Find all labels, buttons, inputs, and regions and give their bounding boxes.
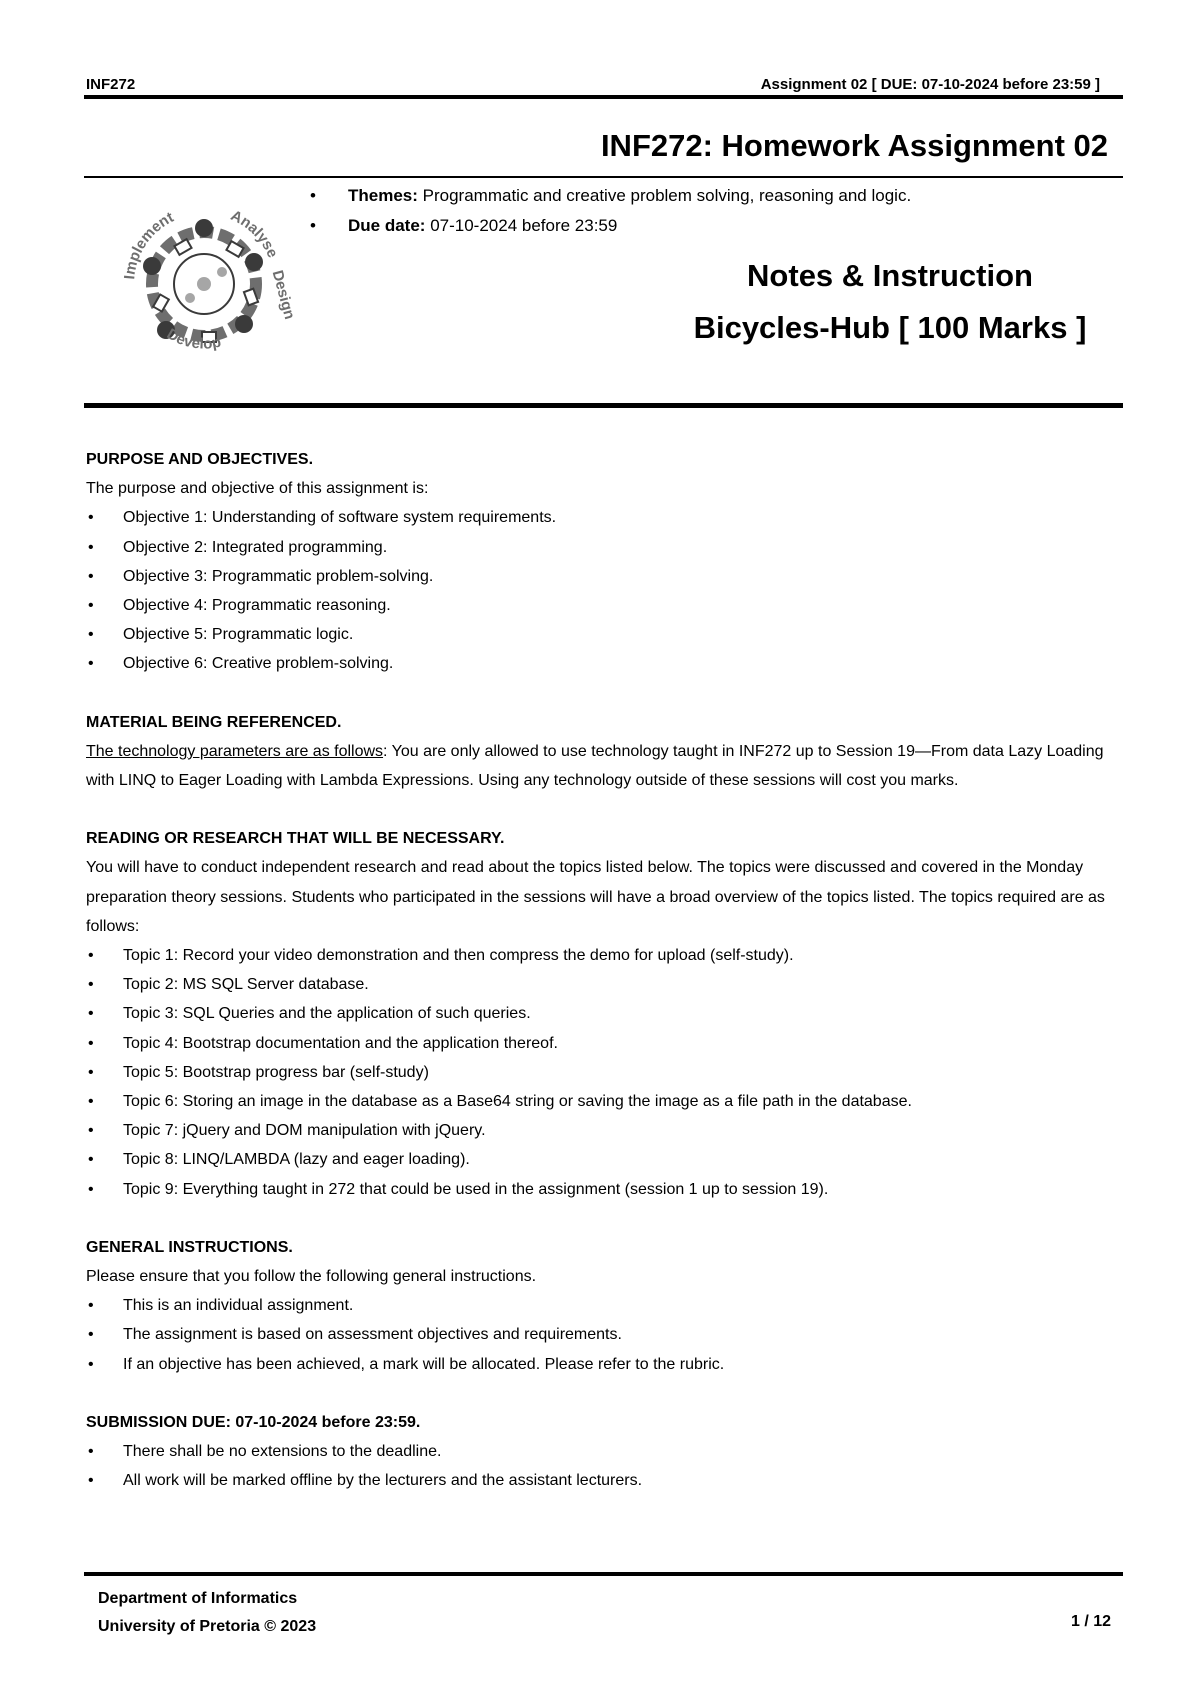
footer-department: Department of Informatics	[98, 1590, 298, 1607]
list-item: • Objective 5: Programmatic logic.	[86, 620, 1122, 649]
list-item: • This is an individual assignment.	[86, 1291, 1122, 1320]
themes-label: Themes:	[348, 186, 418, 205]
general-list	[86, 1291, 1122, 1379]
list-item: • Topic 9: Everything taught in 272 that could be used in the assignment (session 1 up to session 19).	[86, 1175, 1122, 1204]
general-intro: Please ensure that you follow the following general instructions.	[86, 1268, 537, 1286]
list-item: • There shall be no extensions to the deadline.	[86, 1437, 1122, 1466]
topics-list	[86, 941, 1122, 1204]
general-section	[86, 1233, 1122, 1379]
purpose-heading: PURPOSE AND OBJECTIVES.	[86, 451, 314, 468]
list-item: • Topic 8: LINQ/LAMBDA (lazy and eager loading).	[86, 1145, 1122, 1174]
header-course-code: INF272	[86, 76, 136, 93]
reading-intro: You will have to conduct independent research and read about the topics listed below. The topics were discussed and covered in the Monday preparation theory sessions. Students who participated in the sessions will have a broad overview of the topics listed. The topics required are as follows:	[86, 859, 1105, 935]
notes-title: Notes & Instruction	[747, 258, 1033, 293]
submission-section	[86, 1408, 1122, 1496]
logo-word-design: Design	[268, 268, 299, 322]
page-number: 1 / 12	[1070, 1613, 1111, 1630]
list-item: • Objective 3: Programmatic problem-solving.	[86, 562, 1122, 591]
document-body	[86, 445, 1122, 1496]
meta-due-date	[310, 216, 911, 246]
due-date-label: Due date:	[348, 216, 426, 235]
list-item: • Topic 5: Bootstrap progress bar (self-study)	[86, 1058, 1122, 1087]
title-rule	[84, 176, 1123, 178]
list-item: • Topic 4: Bootstrap documentation and the application thereof.	[86, 1029, 1122, 1058]
submission-heading: SUBMISSION DUE: 07-10-2024 before 23:59.	[86, 1413, 421, 1431]
due-date-value: 07-10-2024 before 23:59	[425, 216, 618, 235]
header-assignment-due: Assignment 02 [ DUE: 07-10-2024 before 23:59 ]	[760, 76, 1100, 93]
list-item: • Topic 7: jQuery and DOM manipulation with jQuery.	[86, 1116, 1122, 1145]
reading-heading: READING OR RESEARCH THAT WILL BE NECESSARY.	[86, 830, 505, 848]
footer	[98, 1585, 316, 1641]
notes-heading	[660, 250, 1120, 354]
assignment-meta	[310, 186, 911, 246]
logo-word-implement: Implement	[121, 208, 177, 281]
project-title: Bicycles-Hub [ 100 Marks ]	[693, 310, 1087, 345]
material-body: : You are only allowed to use technology taught in INF272 up to Session 19—From data Lazy Loading with LINQ to Eager Loading with Lambda Expressions. Using any technology outside of these sessions will cost you marks.	[86, 742, 1104, 790]
material-text	[86, 737, 1122, 795]
reading-section	[86, 824, 1122, 1204]
list-item: • All work will be marked offline by the lecturers and the assistant lecturers.	[86, 1466, 1122, 1495]
section-rule	[84, 403, 1123, 408]
list-item: • Topic 1: Record your video demonstration and then compress the demo for upload (self-study).	[86, 941, 1122, 970]
logo-word-develop: Develop	[163, 325, 223, 353]
list-item: • Topic 6: Storing an image in the database as a Base64 string or saving the image as a file path in the database.	[86, 1087, 1122, 1116]
list-item: • Objective 1: Understanding of software system requirements.	[86, 503, 1122, 532]
general-heading: GENERAL INSTRUCTIONS.	[86, 1238, 293, 1256]
logo-graphic	[104, 184, 304, 384]
list-item: • Topic 3: SQL Queries and the application of such queries.	[86, 999, 1122, 1028]
material-section	[86, 708, 1122, 796]
purpose-intro: The purpose and objective of this assignment is:	[86, 480, 429, 498]
list-item: • Topic 2: MS SQL Server database.	[86, 970, 1122, 999]
material-heading: MATERIAL BEING REFERENCED.	[86, 713, 342, 731]
themes-value: Programmatic and creative problem solving, reasoning and logic.	[417, 186, 912, 205]
bullet: •	[310, 216, 316, 235]
list-item: • Objective 4: Programmatic reasoning.	[86, 591, 1122, 620]
bullet: •	[310, 186, 316, 205]
objectives-list	[86, 503, 1122, 678]
purpose-section	[86, 445, 1122, 679]
meta-themes	[310, 186, 911, 216]
svg-text:Design	[269, 268, 298, 321]
list-item: • The assignment is based on assessment objectives and requirements.	[86, 1320, 1122, 1349]
submission-list	[86, 1437, 1122, 1495]
footer-rule	[84, 1572, 1123, 1576]
material-lead: The technology parameters are as follows	[86, 742, 384, 760]
list-item: • Objective 6: Creative problem-solving.	[86, 649, 1122, 678]
list-item: • Objective 2: Integrated programming.	[86, 533, 1122, 562]
list-item: • If an objective has been achieved, a mark will be allocated. Please refer to the rubric.	[86, 1350, 1122, 1379]
document-title: INF272: Homework Assignment 02	[600, 128, 1108, 163]
header-rule	[84, 95, 1123, 99]
footer-university: University of Pretoria © 2023	[98, 1618, 317, 1635]
process-cycle-logo	[104, 184, 304, 384]
logo-word-analyse: Analyse	[228, 207, 282, 261]
